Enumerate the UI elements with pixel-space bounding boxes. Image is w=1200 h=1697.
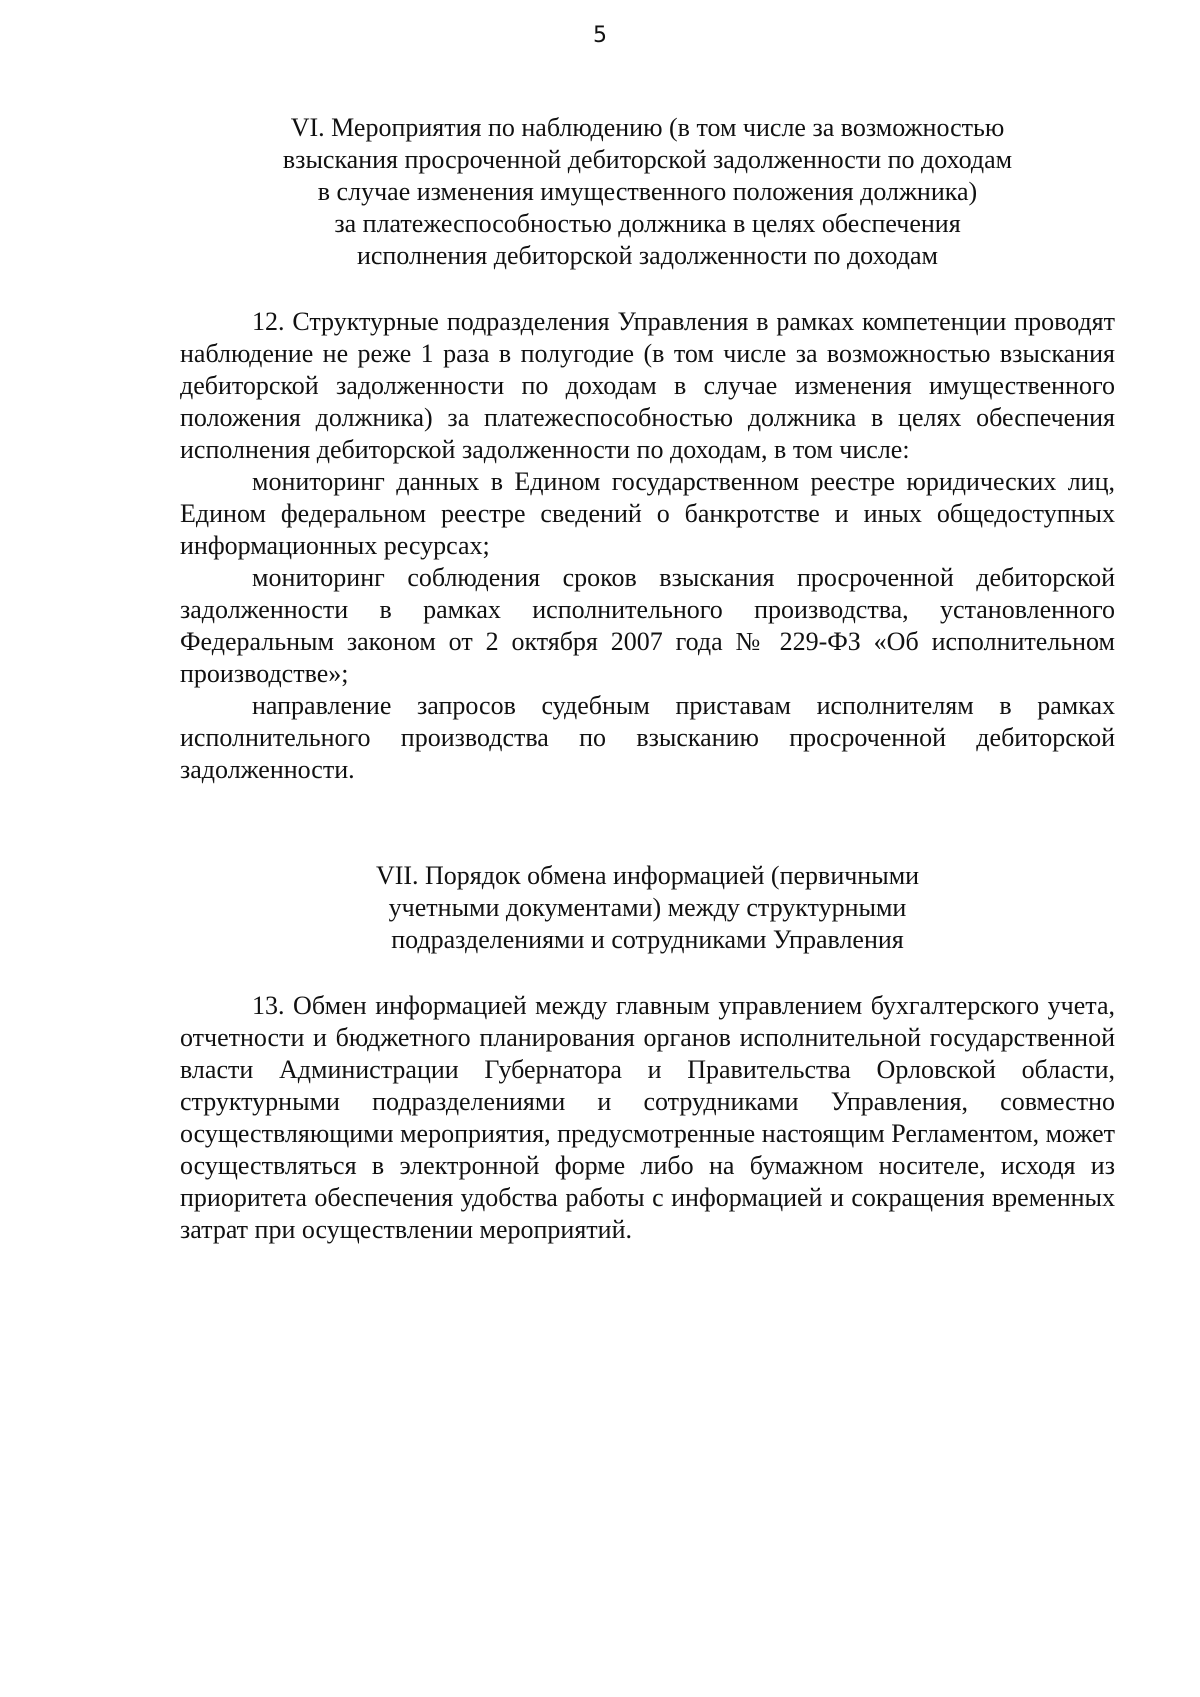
section-vi-heading <box>180 112 1115 272</box>
heading-line: исполнения дебиторской задолженности по доходам <box>356 241 939 270</box>
heading-line: подразделениями и сотрудниками Управления <box>391 925 904 954</box>
heading-line: за платежеспособностью должника в целях обеспечения <box>334 209 961 238</box>
page-number: 5 <box>593 23 607 48</box>
heading-line: взыскания просроченной дебиторской задолженности по доходам <box>282 145 1013 174</box>
heading-line: VI. Мероприятия по наблюдению (в том числе за возможностью <box>290 113 1005 142</box>
list-item-deadline-monitoring: мониторинг соблюдения сроков взыскания просроченной дебиторской задолженности в рамках исполнительного производства, установленного Федеральным законом от 2 октября 2007 года № 229-ФЗ «Об исполнительном производстве»; <box>180 563 1115 688</box>
list-item-bailiff-requests: направление запросов судебным приставам исполнителям в рамках исполнительного производства по взысканию просроченной дебиторской задолженности. <box>180 691 1115 784</box>
list-item-registry-monitoring: мониторинг данных в Едином государственном реестре юридических лиц, Едином федеральном реестре сведений о банкротстве и иных общедоступных информационных ресурсах; <box>180 467 1115 560</box>
section-vi-body <box>180 306 1115 786</box>
paragraph-12: 12. Структурные подразделения Управления в рамках компетенции проводят наблюдение не реже 1 раза в полугодие (в том числе за возможностью взыскания дебиторской задолженности по доходам в случае изменения имущественного положения должника) за платежеспособностью должника в целях обеспечения исполнения дебиторской задолженности по доходам, в том числе: <box>180 307 1115 464</box>
section-vii-heading <box>180 860 1115 956</box>
heading-line: в случае изменения имущественного положения должника) <box>317 177 978 206</box>
heading-line: учетными документами) между структурными <box>388 893 907 922</box>
section-vii-body <box>180 990 1115 1246</box>
paragraph-13: 13. Обмен информацией между главным управлением бухгалтерского учета, отчетности и бюджетного планирования органов исполнительной государственной власти Администрации Губернатора и Правительства Орловской области, структурными подразделениями и сотрудниками Управления, совместно осуществляющими мероприятия, предусмотренные настоящим Регламентом, может осуществляться в электронной форме либо на бумажном носителе, исходя из приоритета обеспечения удобства работы с информацией и сокращения временных затрат при осуществлении мероприятий. <box>180 991 1115 1244</box>
heading-line: VII. Порядок обмена информацией (первичными <box>375 861 920 890</box>
